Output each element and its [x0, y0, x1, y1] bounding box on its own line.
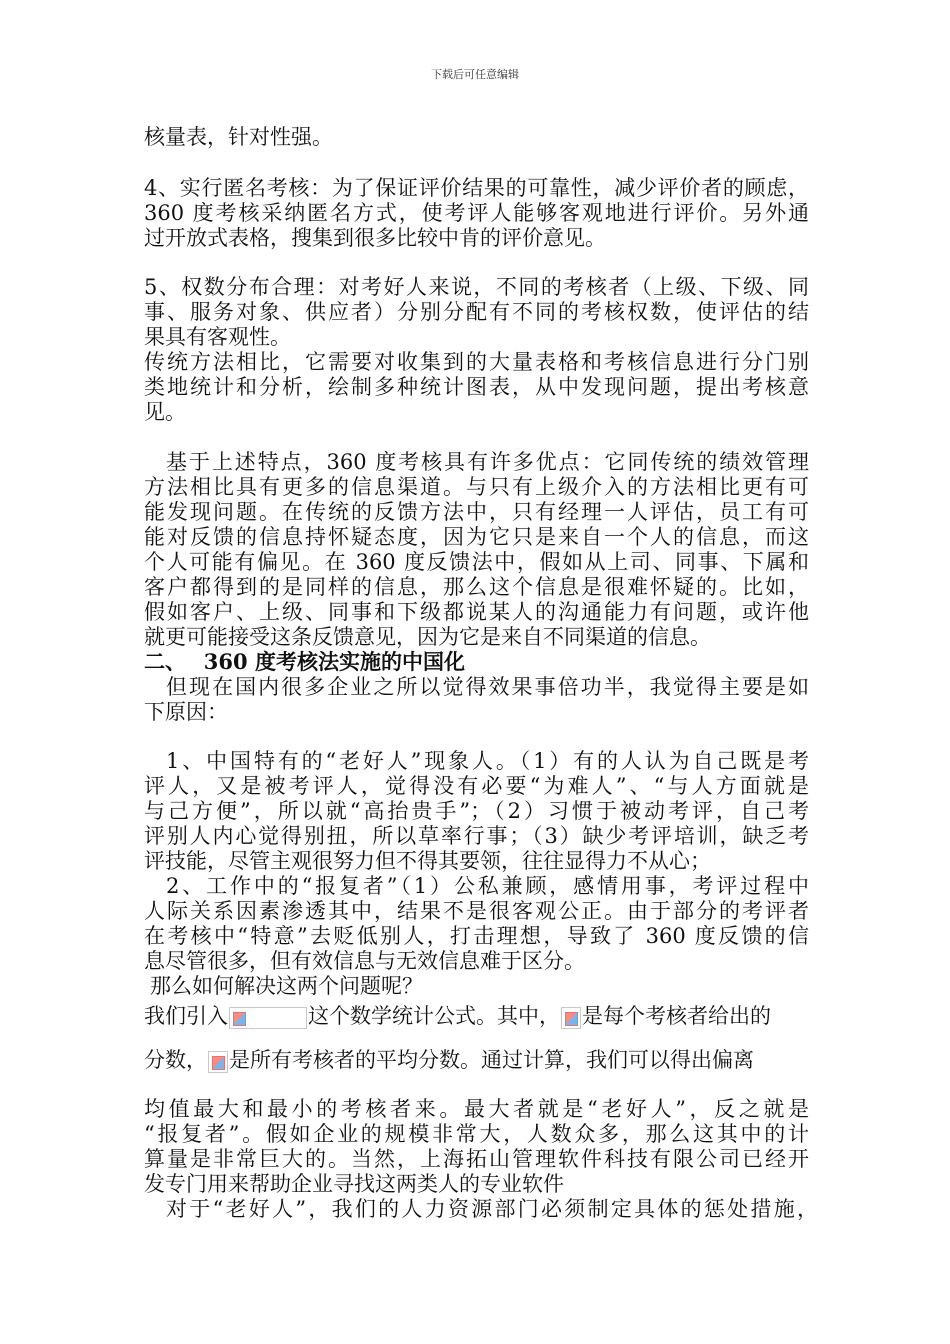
- page-header: 下载后可任意编辑: [431, 68, 519, 81]
- paragraph-line: 客户都得到的是同样的信息，那么这个信息是很难怀疑的。比如，: [144, 575, 809, 599]
- formula-text: 这个数学统计公式。其中，: [308, 1004, 560, 1028]
- score-symbol-icon: [561, 1007, 581, 1029]
- formula-image-icon: [229, 1007, 307, 1029]
- paragraph-line: 传统方法相比，它需要对收集到的大量表格和考核信息进行分门别: [144, 350, 809, 374]
- paragraph-line: 见。: [144, 400, 186, 424]
- paragraph-line: 在考核中“特意”去贬低别人，打击理想，导致了 360 度反馈的信: [144, 924, 809, 948]
- paragraph-line: 评技能，尽管主观很努力但不得其要领，往往显得力不从心；: [144, 849, 711, 873]
- paragraph-line: 类地统计和分析，绘制多种统计图表，从中发现问题，提出考核意: [144, 375, 809, 399]
- paragraph-line: “报复者”。假如企业的规模非常大，人数众多，那么这其中的计: [144, 1122, 809, 1146]
- paragraph-line: 就更可能接受这条反馈意见，因为它是来自不同渠道的信息。: [144, 625, 711, 649]
- paragraph-line: 5、权数分布合理：对考好人来说，不同的考核者（上级、下级、同: [144, 275, 809, 299]
- paragraph-line: 发专门用来帮助企业寻找这两类人的专业软件: [144, 1172, 564, 1196]
- paragraph-line: 事、服务对象、供应者）分别分配有不同的考核权数，使评估的结: [144, 300, 809, 324]
- formula-line: [144, 1001, 809, 1031]
- paragraph-line: 核量表，针对性强。: [144, 125, 333, 149]
- paragraph-line: 假如客户、上级、同事和下级都说某人的沟通能力有问题，或许他: [144, 600, 809, 624]
- formula-line: [144, 1045, 809, 1075]
- paragraph-line: 均值最大和最小的考核者来。最大者就是“老好人”，反之就是: [144, 1097, 809, 1121]
- paragraph-line: 360 度考核采纳匿名方式，使考评人能够客观地进行评价。另外通: [144, 201, 809, 225]
- paragraph-line: 基于上述特点，360 度考核具有许多优点：它同传统的绩效管理: [166, 450, 809, 474]
- formula-text: 我们引入: [144, 1004, 228, 1028]
- paragraph-line: 2、工作中的“报复者”（1）公私兼顾，感情用事，考评过程中: [166, 874, 809, 898]
- paragraph-line: 能发现问题。在传统的反馈方法中，只有经理一人评估，员工有可: [144, 500, 809, 524]
- paragraph-line: 1、中国特有的“老好人”现象人。（1）有的人认为自己既是考: [166, 749, 809, 773]
- formula-text: 分数，: [144, 1048, 207, 1072]
- paragraph-line: 过开放式表格，搜集到很多比较中肯的评价意见。: [144, 226, 606, 250]
- paragraph-line: 算量是非常巨大的。当然，上海拓山管理软件科技有限公司已经开: [144, 1147, 809, 1171]
- paragraph-line: 评人，又是被考评人，觉得没有必要“为难人”、“与人方面就是: [144, 774, 809, 798]
- formula-text: 是每个考核者给出的: [582, 1004, 771, 1028]
- paragraph-line: 个人可能有偏见。在 360 度反馈法中，假如从上司、同事、下属和: [144, 550, 809, 574]
- paragraph-line: 但现在国内很多企业之所以觉得效果事倍功半，我觉得主要是如: [166, 675, 809, 699]
- mean-symbol-icon: [208, 1051, 228, 1073]
- paragraph-line: 能对反馈的信息持怀疑态度，因为它只是来自一个人的信息，而这: [144, 525, 809, 549]
- paragraph-line: 人际关系因素渗透其中，结果不是很客观公正。由于部分的考评者: [144, 899, 809, 923]
- formula-text: 是所有考核者的平均分数。通过计算，我们可以得出偏离: [229, 1048, 754, 1072]
- paragraph-line: 对于“老好人”，我们的人力资源部门必须制定具体的惩处措施，: [166, 1197, 818, 1221]
- paragraph-line: 方法相比具有更多的信息渠道。与只有上级介入的方法相比更有可: [144, 475, 809, 499]
- paragraph-line: 那么如何解决这两个问题呢？: [150, 974, 423, 998]
- paragraph-line: 评别人内心觉得别扭，所以草率行事；（3）缺少考评培训，缺乏考: [144, 824, 809, 848]
- paragraph-line: 下原因：: [144, 700, 228, 724]
- section-heading: 二、 360 度考核法实施的中国化: [144, 649, 465, 674]
- paragraph-line: 息尽管很多，但有效信息与无效信息难于区分。: [144, 949, 585, 973]
- paragraph-line: 果具有客观性。: [144, 325, 291, 349]
- paragraph-line: 4、实行匿名考核：为了保证评价结果的可靠性，减少评价者的顾虑，: [144, 176, 809, 200]
- paragraph-line: 与己方便”，所以就“高抬贵手”；（2）习惯于被动考评，自己考: [144, 799, 809, 823]
